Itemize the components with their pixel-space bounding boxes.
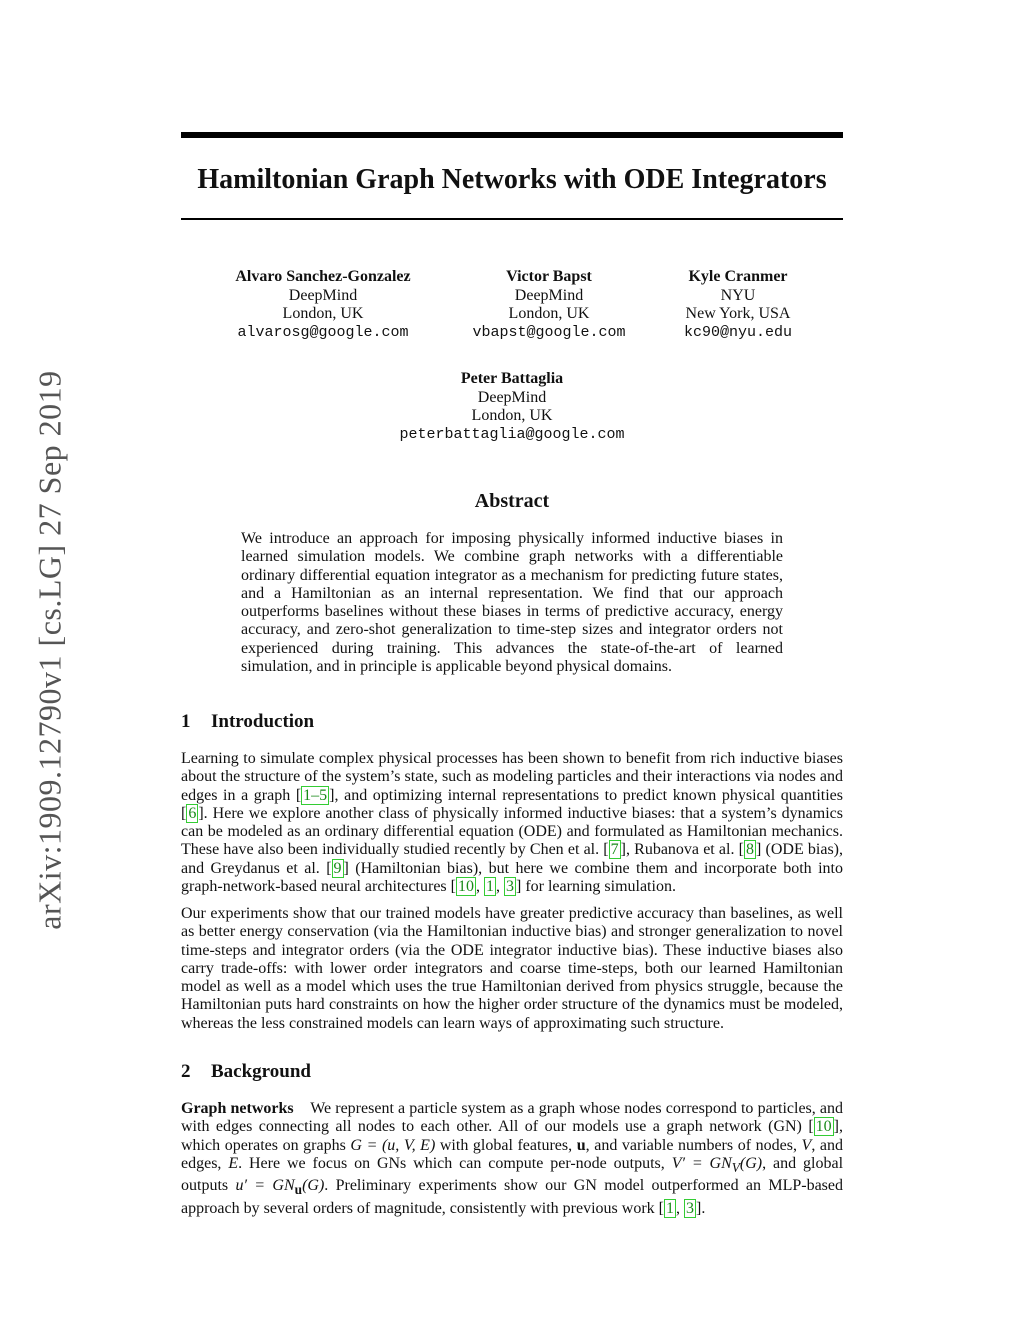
text-run: ], and optimizing internal representations to predict known physical quantities [ <box>181 786 844 822</box>
text-run: ], Rubanova et al. [ <box>620 841 744 859</box>
abstract-heading: Abstract <box>474 490 550 512</box>
title-rule-top <box>181 132 843 138</box>
text-run: ]. Here we explore another class of physically informed inductive biases: that a system’s dynamics can be modeled as an ordinary differential equation (ODE) and formulated as Hamiltonian mechanics. These have also been individually studied recently by Chen et al. [ <box>181 804 843 859</box>
text-run: . Preliminary experiments show our GN model outperformed an MLP-based approach by several orders of magnitude, consistently with previous work [ <box>181 1177 844 1217</box>
author-name: Kyle Cranmer <box>688 268 788 285</box>
text-run: , and edges, <box>181 1136 844 1172</box>
author-block <box>386 370 638 444</box>
citation-link[interactable]: 3 <box>505 878 514 896</box>
author-location: London, UK <box>508 305 590 322</box>
citation-link[interactable]: 1 <box>665 1199 674 1217</box>
math-expression: u′ = GN <box>235 1177 295 1195</box>
text-run: Learning to simulate complex physical processes has been shown to benefit from rich inductive biases about the structure of the system’s state, such as modeling particles and their interactions via nodes and edges in a graph [ <box>181 750 843 804</box>
text-run: , and variable numbers of nodes, <box>585 1136 802 1154</box>
intro-paragraph-2: Our experiments show that our trained models have greater predictive accuracy than baselines, as well as better energy conservation (via the Hamiltonian inductive bias) and stronger generalization to novel time-steps and integrator orders (via the ODE integrator inductive bias). These inductive biases also carry trade-offs: with lower order integrators and coarse time-steps, both our learned Hamiltonian model as well as a model which uses the true Hamiltonian derived from physics struggle, because the Hamiltonian puts hard constraints on how the higher order structure of the dynamics must be modeled, whereas the less constrained models can learn ways of approximating such structure. <box>181 905 843 1032</box>
text-run: with global features, <box>435 1136 577 1154</box>
citation-link[interactable]: 9 <box>333 859 342 877</box>
citation-link[interactable]: 10 <box>815 1118 832 1136</box>
text-run: , <box>675 1199 684 1217</box>
author-name: Peter Battaglia <box>460 370 564 387</box>
author-location: London, UK <box>282 305 364 322</box>
citation-link[interactable]: 7 <box>610 841 619 859</box>
text-run: ] for learning simulation. <box>515 878 676 896</box>
citation-link[interactable]: 3 <box>685 1199 694 1217</box>
math-expression: V′ = GN <box>671 1154 732 1172</box>
math-expression: (G) <box>739 1154 763 1172</box>
intro-paragraph-1 <box>181 750 843 896</box>
author-email: kc90@nyu.edu <box>683 323 793 341</box>
text-run: , <box>495 878 504 896</box>
author-block <box>213 268 433 342</box>
author-affiliation: DeepMind <box>514 286 584 304</box>
author-email: alvarosg@google.com <box>237 323 409 341</box>
text-run: , and global outputs <box>181 1154 844 1195</box>
author-block <box>652 268 824 342</box>
author-email: peterbattaglia@google.com <box>399 425 625 443</box>
section-heading-introduction <box>181 711 843 733</box>
abstract-text: We introduce an approach for imposing physically informed inductive biases in learned simulation models. We combine graph networks with a differentiable ordinary differential equation integrator as a mechanism for predicting future states, and a Hamiltonian as an internal representation. We find that our approach outperforms baselines without these biases in terms of predictive accuracy, energy accuracy, and zero-shot generalization to time-step sizes and integrator orders not experienced during training. This advances the state-of-the-art of learned simulation, and in principle is applicable beyond physical domains. <box>241 530 783 676</box>
background-paragraph-1 <box>181 1100 843 1218</box>
arxiv-sidebar <box>20 350 80 950</box>
arxiv-identifier: arXiv:1909.12790v1 [cs.LG] 27 Sep 2019 <box>31 370 68 930</box>
text-run: , <box>475 878 484 896</box>
citation-link[interactable]: 10 <box>457 878 474 896</box>
author-location: New York, USA <box>685 305 791 322</box>
math-subscript: V <box>731 1160 740 1176</box>
author-name: Victor Bapst <box>506 268 592 285</box>
author-email: vbapst@google.com <box>472 323 626 341</box>
math-expression: (G) <box>302 1177 325 1195</box>
math-expression: E <box>228 1154 239 1172</box>
math-subscript: u <box>294 1182 303 1198</box>
citation-link[interactable]: 1 <box>485 878 494 896</box>
author-affiliation: NYU <box>720 286 756 304</box>
author-affiliation: DeepMind <box>477 388 547 406</box>
text-run: ] (ODE bias), and Greydanus et al. [ <box>181 841 844 877</box>
author-affiliation: DeepMind <box>288 286 358 304</box>
text-run: We represent a particle system as a graph whose nodes correspond to particles, and with edges connecting all nodes to each other. All of our models use a graph network (GN) [ <box>181 1100 844 1136</box>
author-block <box>449 268 649 342</box>
author-name: Alvaro Sanchez-Gonzalez <box>235 268 411 285</box>
section-title: Introduction <box>211 711 315 732</box>
text-run: . Here we focus on GNs which can compute per-node outputs, <box>238 1154 672 1172</box>
citation-link[interactable]: 8 <box>746 841 754 859</box>
text-run: ], which operates on graphs <box>181 1118 843 1154</box>
citation-link[interactable]: 1–5 <box>303 786 328 804</box>
text-run: ]. <box>695 1199 706 1217</box>
math-expression: V <box>801 1136 812 1154</box>
section-heading-background <box>181 1061 843 1083</box>
author-location: London, UK <box>471 407 553 424</box>
citation-link[interactable]: 6 <box>188 804 197 822</box>
paper-title: Hamiltonian Graph Networks with ODE Integrators <box>197 164 827 195</box>
section-title: Background <box>211 1061 311 1082</box>
section-number: 1 <box>181 711 191 732</box>
paragraph-title: Graph networks <box>181 1100 294 1117</box>
math-expression: u <box>576 1136 586 1154</box>
title-rule-bottom <box>181 218 843 220</box>
section-number: 2 <box>181 1061 191 1082</box>
text-run: ] (Hamiltonian bias), but here we combine them and incorporate both into graph-network-based neural architectures [ <box>181 859 843 896</box>
math-expression: G = (u, V, E) <box>350 1136 436 1154</box>
